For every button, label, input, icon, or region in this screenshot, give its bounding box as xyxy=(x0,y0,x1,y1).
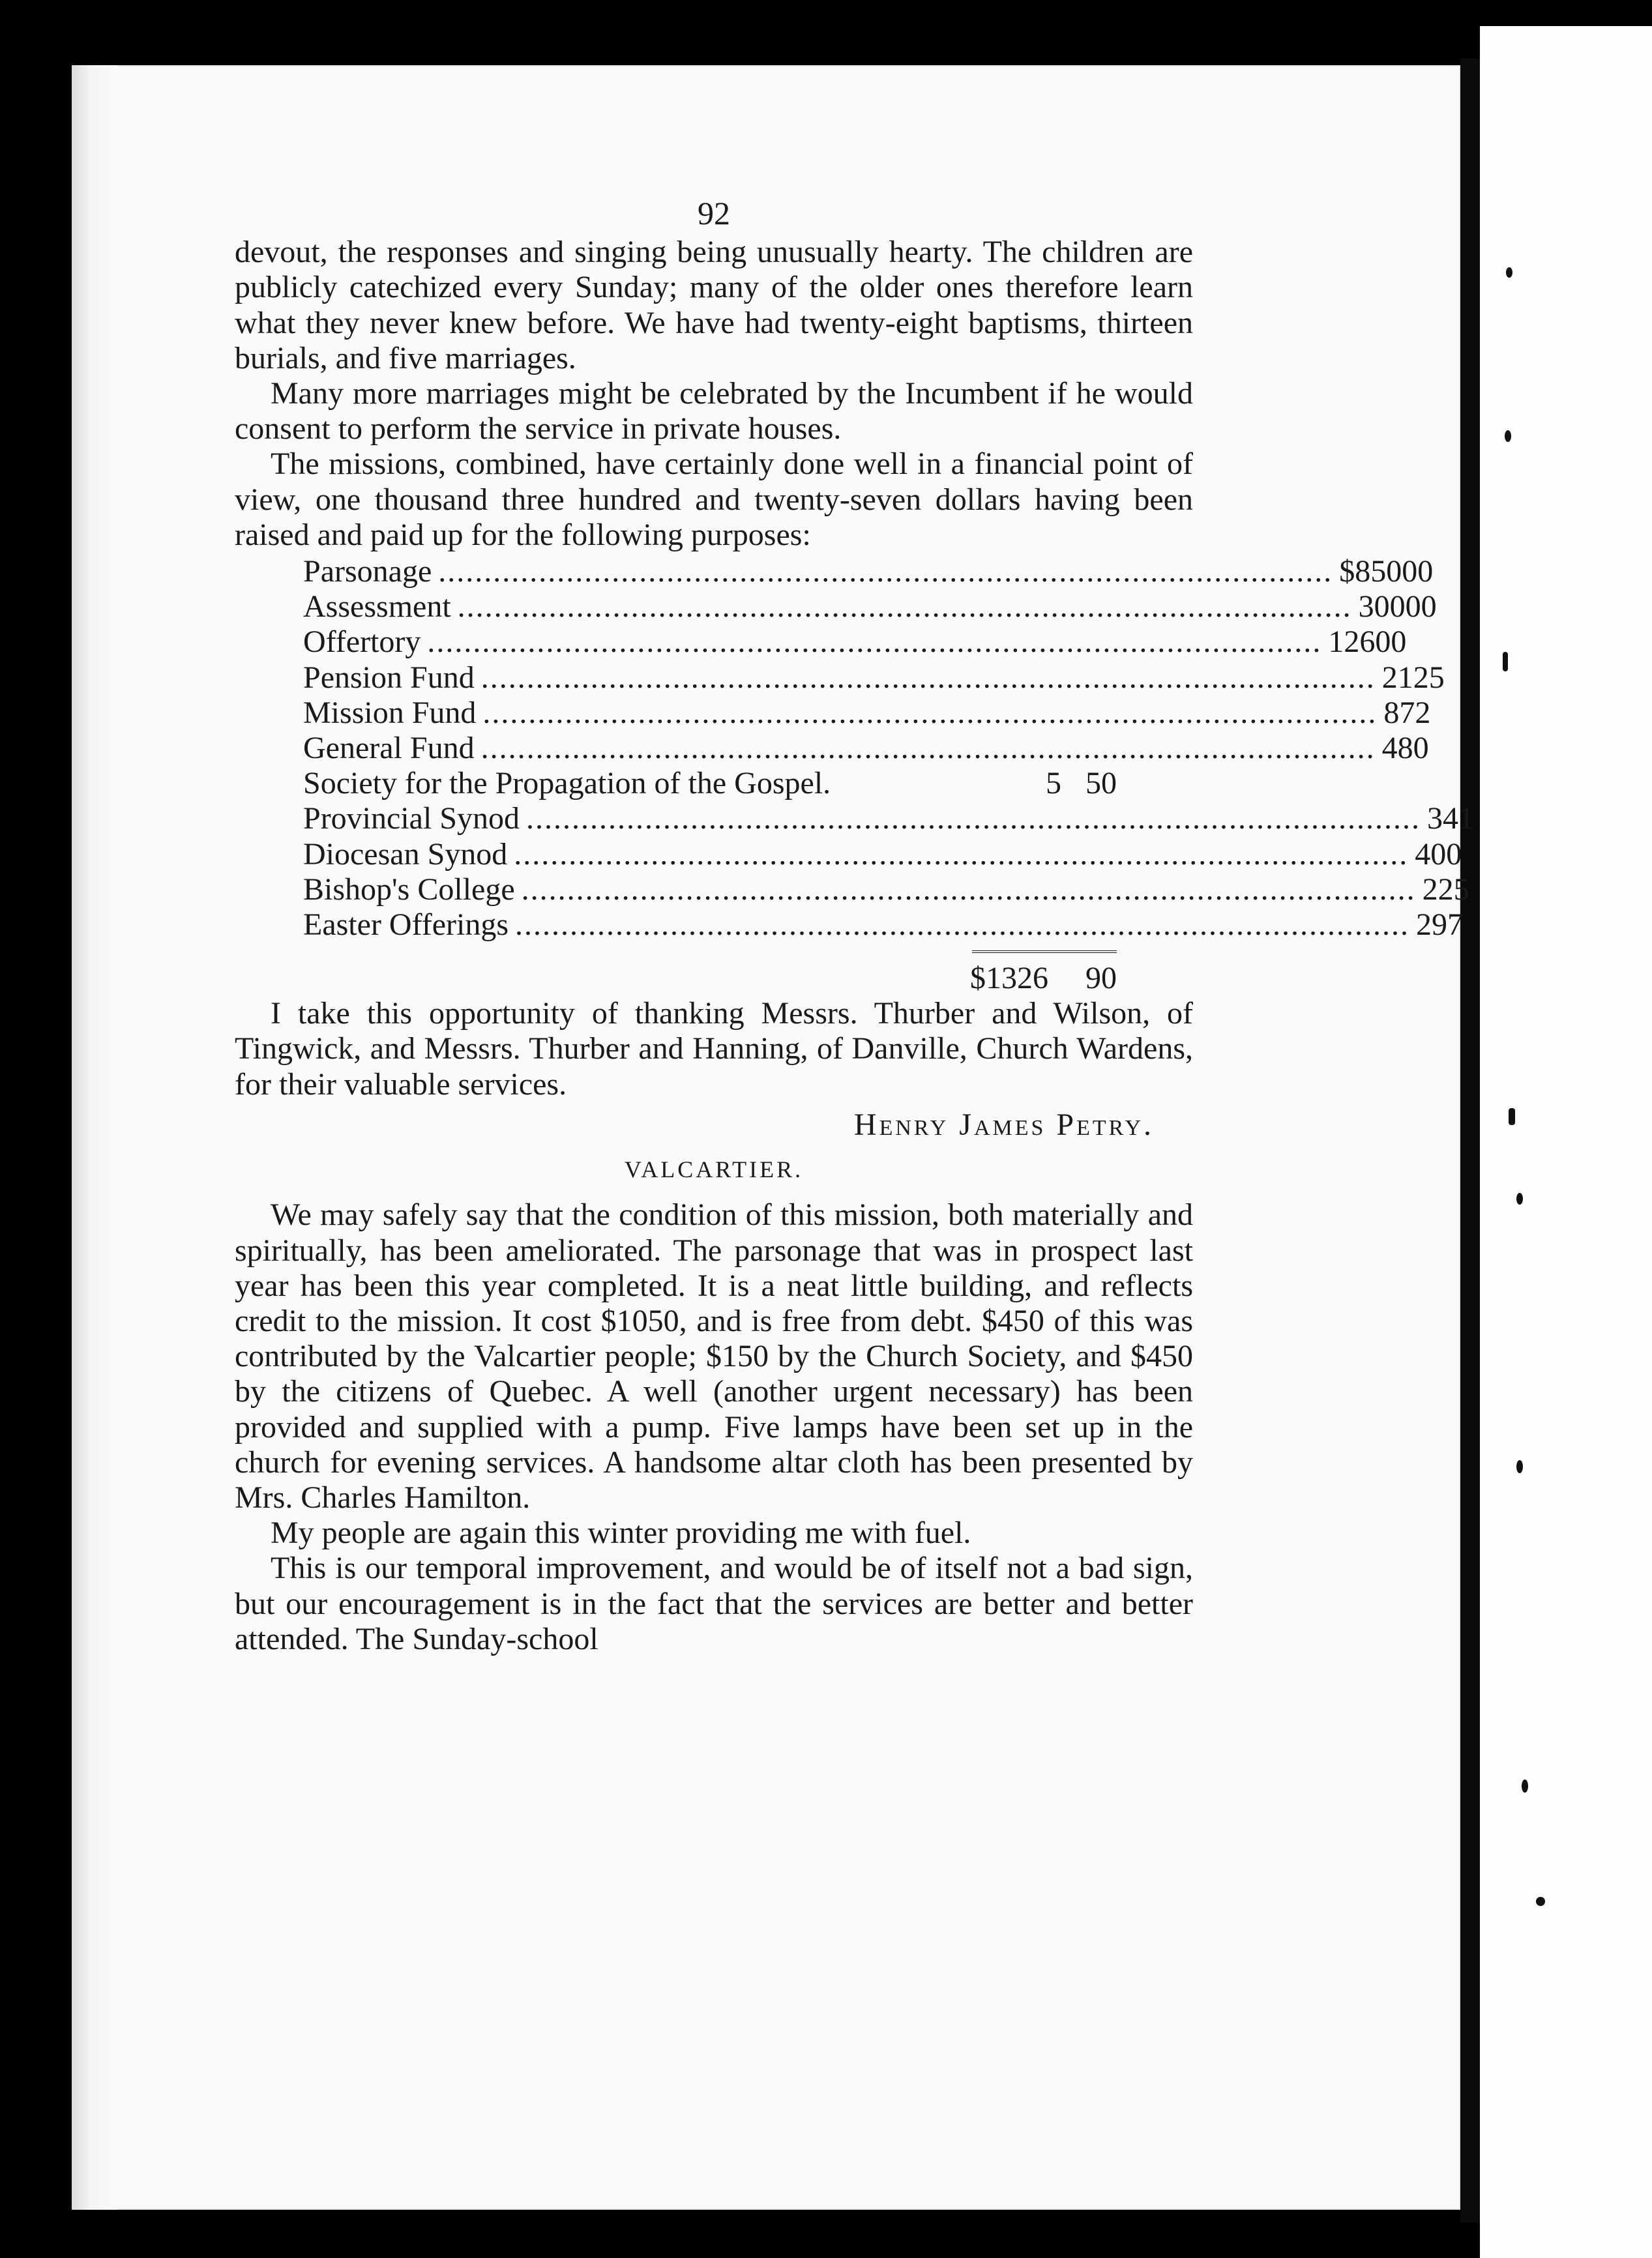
margin-speck xyxy=(1536,1897,1545,1906)
account-dollars: $850 xyxy=(1339,554,1402,589)
account-row xyxy=(303,554,1434,589)
leader-dots: .................................................................................................. xyxy=(480,730,1376,765)
account-label: Assessment xyxy=(303,589,451,624)
account-row xyxy=(303,589,1437,624)
account-row xyxy=(303,872,1469,907)
margin-speck xyxy=(1505,430,1511,442)
leader-dots: .................................................................................................. xyxy=(457,589,1352,624)
account-dollars: 2 xyxy=(1416,907,1432,942)
account-row xyxy=(303,801,1474,836)
account-row xyxy=(303,730,1429,766)
total-row xyxy=(303,961,1117,996)
paragraph: My people are again this winter providing me with fuel. xyxy=(271,1516,971,1551)
account-cents: 00 xyxy=(1405,589,1437,624)
leader-dots: .................................................................................................. xyxy=(526,801,1421,836)
account-dollars: 8 xyxy=(1383,695,1400,730)
account-dollars: 126 xyxy=(1328,624,1376,660)
account-label: Diocesan Synod xyxy=(303,836,508,872)
leader-dots: .................................................................................................. xyxy=(482,695,1378,730)
account-cents: 72 xyxy=(1399,695,1431,730)
leader-dots: .................................................................................................. xyxy=(521,872,1416,907)
account-row xyxy=(303,907,1463,943)
account-label: Provincial Synod xyxy=(303,801,520,836)
margin-speck xyxy=(1516,1193,1523,1205)
account-dollars: 5 xyxy=(1046,766,1061,801)
paragraph: Many more marriages might be celebrated by the Incumbent if he would consent to perform the service in private houses. xyxy=(235,376,1193,447)
account-label: Offertory xyxy=(303,624,421,660)
account-label: Pension Fund xyxy=(303,660,475,695)
account-dollars: 300 xyxy=(1358,589,1406,624)
account-row xyxy=(303,836,1462,872)
leader-dots: .................................................................................................. xyxy=(515,907,1409,942)
leader-dots: .................................................................................................. xyxy=(427,624,1322,660)
account-dollars: 4 xyxy=(1415,836,1431,872)
account-cents: 41 xyxy=(1443,801,1474,836)
paragraph: The missions, combined, have certainly done well in a financial point of view, one thousand three hundred and twenty-seven dollars having been raised and paid up for the following purposes: xyxy=(235,447,1193,552)
signature: Henry James Petry. xyxy=(853,1107,1154,1142)
page-content xyxy=(235,195,1474,1657)
book-gutter xyxy=(1460,59,1480,2223)
paragraph: This is our temporal improvement, and would be of itself not a bad sign, but our encouragement is in the fact that the services are better and better attended. The Sunday-school xyxy=(235,1551,1193,1656)
account-dollars: 2 xyxy=(1422,872,1438,907)
account-cents: 25 xyxy=(1413,660,1445,695)
account-row xyxy=(303,695,1431,731)
paragraph: I take this opportunity of thanking Messrs. Thurber and Wilson, of Tingwick, and Messrs. Thurber and Hanning, of Danville, Church Wardens, for their valuable services. xyxy=(235,996,1193,1102)
account-dollars: 21 xyxy=(1381,660,1413,695)
account-row xyxy=(303,766,1117,801)
account-label: General Fund xyxy=(303,730,475,765)
account-cents: 97 xyxy=(1432,907,1463,942)
account-cents: 80 xyxy=(1397,730,1429,765)
account-cents: 00 xyxy=(1375,624,1407,660)
account-dollars: 4 xyxy=(1381,730,1398,765)
margin-speck xyxy=(1503,652,1508,671)
total-rule xyxy=(972,950,1117,956)
account-label: Society for the Propagation of the Gospel. xyxy=(303,766,831,801)
margin-speck xyxy=(1509,1108,1515,1125)
account-label: Easter Offerings xyxy=(303,907,509,942)
leader-dots: .................................................................................................. xyxy=(480,660,1376,695)
margin-speck xyxy=(1522,1780,1528,1793)
section-heading: VALCARTIER. xyxy=(624,1156,804,1183)
account-cents: 00 xyxy=(1430,836,1462,872)
paragraph: devout, the responses and singing being unusually hearty. The children are publicly catechized every Sunday; many of the older ones therefore learn what they never knew before. We have had twenty-eight baptisms, thirteen burials, and five marriages. xyxy=(235,235,1193,375)
account-label: Parsonage xyxy=(303,554,432,589)
leader-dots: .................................................................................................. xyxy=(514,836,1409,872)
account-dollars: 3 xyxy=(1427,801,1443,836)
account-label: Mission Fund xyxy=(303,695,477,730)
page-number: 92 xyxy=(698,195,730,231)
account-cents: 25 xyxy=(1438,872,1469,907)
accounts-table xyxy=(303,554,1474,996)
account-row xyxy=(303,624,1407,660)
account-row xyxy=(303,660,1445,696)
leader-dots: .................................................................................................. xyxy=(438,554,1333,589)
total-cents: 90 xyxy=(1085,961,1117,996)
margin-speck xyxy=(1516,1460,1523,1473)
total-dollars: $1326 xyxy=(970,961,1048,996)
account-cents: 50 xyxy=(1085,766,1117,801)
account-cents: 00 xyxy=(1402,554,1434,589)
paragraph: We may safely say that the condition of this mission, both materially and spiritually, has been ameliorated. The parsonage that was in prospect last year has been this year completed. It is a neat little building, and reflects credit to the mission. It cost $1050, and is free from debt. $450 of this was contributed by the Valcartier people; $150 by the Church Society, and $450 by the citizens of Quebec. A well (another urgent necessary) has been provided and supplied with a pump. Five lamps have been set up in the church for evening services. A handsome altar cloth has been presented by Mrs. Charles Hamilton. xyxy=(235,1197,1193,1515)
right-page-edge xyxy=(1480,26,1652,2258)
margin-speck xyxy=(1506,267,1512,278)
account-label: Bishop's College xyxy=(303,872,515,907)
